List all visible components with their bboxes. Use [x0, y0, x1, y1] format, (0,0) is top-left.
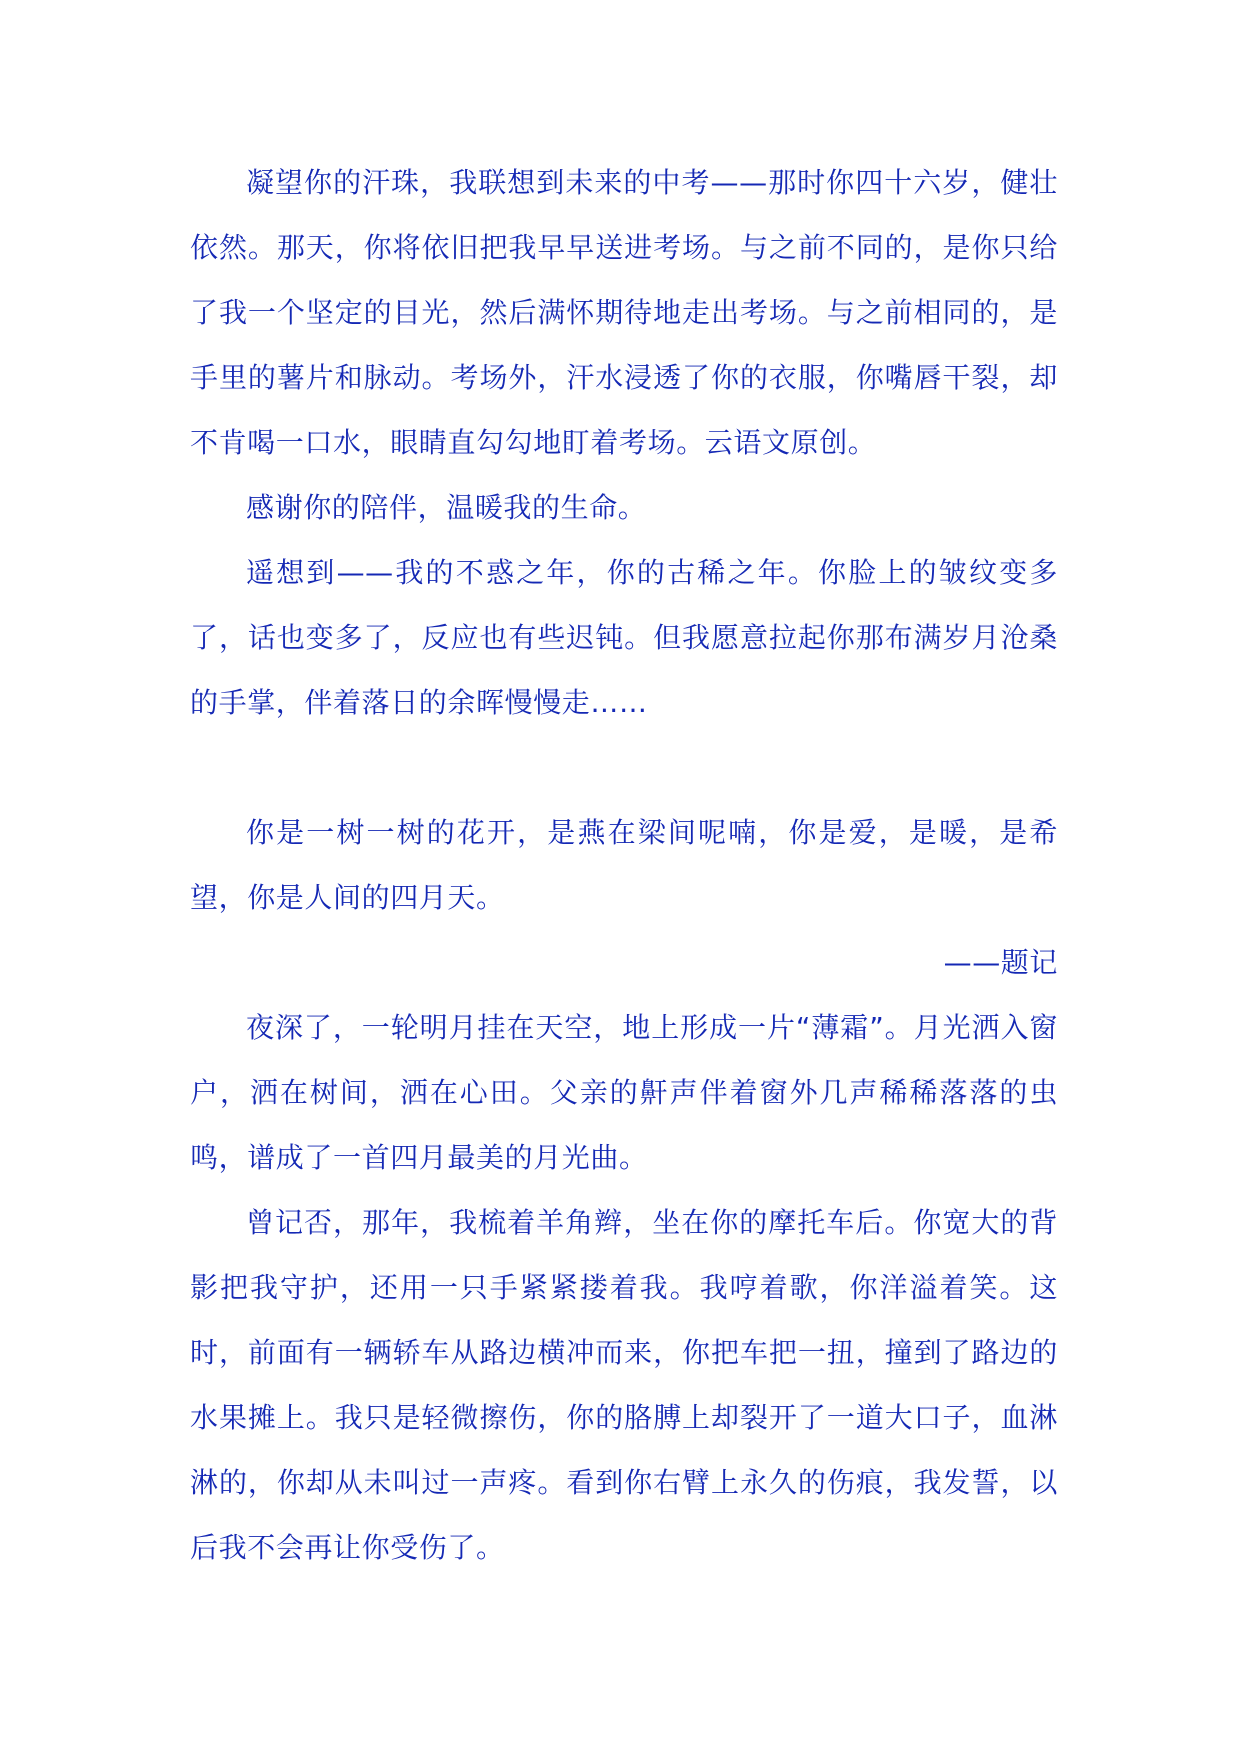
epigraph-signature: ——题记 [943, 946, 1058, 979]
paragraph-moonlight: 夜深了，一轮明月挂在天空，地上形成一片“薄霜”。月光洒入窗户，洒在树间，洒在心田。父亲的鼾声伴着窗外几声稀稀落落的虫鸣，谱成了一首四月最美的月光曲。 [190, 1011, 1058, 1174]
paragraph-old-age: 遥想到——我的不惑之年，你的古稀之年。你脸上的皱纹变多了，话也变多了，反应也有些迟钝。但我愿意拉起你那布满岁月沧桑的手掌，伴着落日的余晖慢慢走…… [190, 556, 1058, 719]
epigraph: 你是一树一树的花开，是燕在梁间呢喃，你是爱，是暖，是希望，你是人间的四月天。 [190, 816, 1058, 914]
essay-section-bottom [190, 800, 1058, 1580]
paragraph-gratitude: 感谢你的陪伴，温暖我的生命。 [246, 491, 647, 524]
paragraph-motorcycle-memory: 曾记否，那年，我梳着羊角辫，坐在你的摩托车后。你宽大的背影把我守护，还用一只手紧紧搂着我。我哼着歌，你洋溢着笑。这时，前面有一辆轿车从路边横冲而来，你把车把一扭，撞到了路边的水果摊上。我只是轻微擦伤，你的胳膊上却裂开了一道大口子，血淋淋的，你却从未叫过一声疼。看到你右臂上永久的伤痕，我发誓，以后我不会再让你受伤了。 [190, 1206, 1058, 1564]
essay-section-top [190, 150, 1058, 735]
paragraph-exam-future: 凝望你的汗珠，我联想到未来的中考——那时你四十六岁，健壮依然。那天，你将依旧把我早早送进考场。与之前不同的，是你只给了我一个坚定的目光，然后满怀期待地走出考场。与之前相同的，是手里的薯片和脉动。考场外，汗水浸透了你的衣服，你嘴唇干裂，却不肯喝一口水，眼睛直勾勾地盯着考场。云语文原创。 [190, 166, 1058, 459]
